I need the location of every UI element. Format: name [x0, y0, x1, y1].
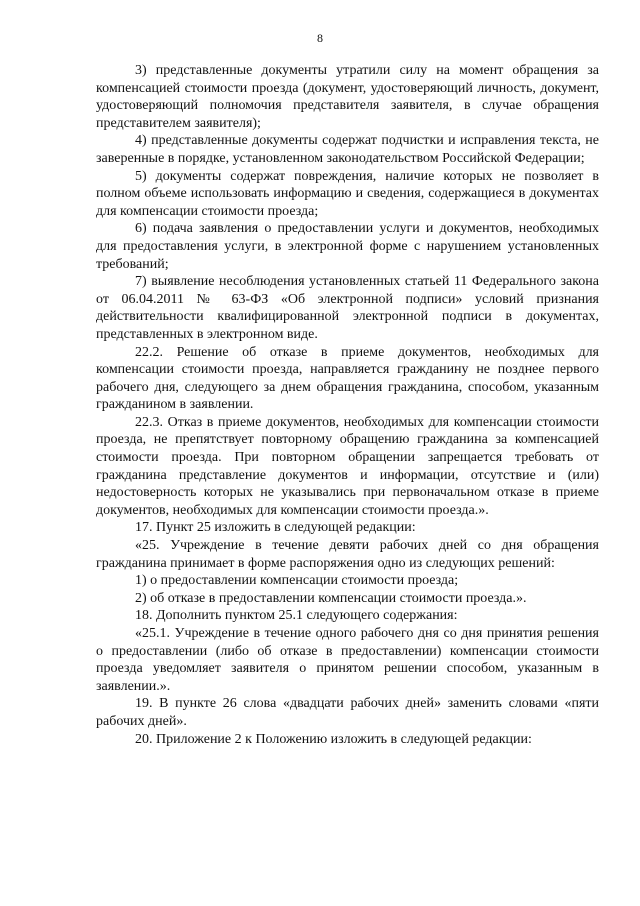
paragraph-amendment-18: 18. Дополнить пунктом 25.1 следующего содержания:	[135, 608, 458, 624]
paragraph-25-item-2: 2) об отказе в предоставлении компенсации стоимости проезда.».	[135, 590, 527, 606]
paragraph-item-5: 5) документы содержат повреждения, наличие которых не позволяет в полном объеме использовать информацию и сведения, содержащиеся в документах для компенсации стоимости проезда;	[96, 168, 599, 219]
document-body	[96, 62, 599, 748]
paragraph-25-1: «25.1. Учреждение в течение одного рабочего дня со дня принятия решения о предоставлении (либо об отказе в предоставлении) компенсации стоимости проезда уведомляет заявителя о принятом решении способом, указанным в заявлении.».	[96, 626, 599, 694]
paragraph-item-6: 6) подача заявления о предоставлении услуги и документов, необходимых для предоставления услуги, в электронной форме с нарушением установленных требований;	[96, 221, 599, 272]
paragraph-22-2: 22.2. Решение об отказе в приеме документов, необходимых для компенсации стоимости проезда, направляется гражданину не позднее первого рабочего дня, следующего за днем обращения гражданина, способом, указанным гражданином в заявлении.	[96, 344, 599, 413]
page-number: 8	[317, 31, 323, 45]
paragraph-item-3: 3) представленные документы утратили силу на момент обращения за компенсацией стоимости проезда (документ, удостоверяющий личность, документ, удостоверяющий полномочия представителя заявителя, в случае обращения представителем заявителя);	[96, 63, 599, 131]
paragraph-amendment-19: 19. В пункте 26 слова «двадцати рабочих дней» заменить словами «пяти рабочих дней».	[96, 696, 599, 729]
paragraph-22-3: 22.3. Отказ в приеме документов, необходимых для компенсации стоимости проезда, не препятствует повторному обращению гражданина за компенсацией стоимости проезда. При повторном обращении запрещается требовать от гражданина представление документов и информации, отсутствие и (или) недостоверность которых не указывались при первоначальном отказе в приеме документов, необходимых для компенсации стоимости проезда.».	[96, 414, 599, 518]
paragraph-25: «25. Учреждение в течение девяти рабочих дней со дня обращения гражданина принимает в форме распоряжения одно из следующих решений:	[96, 538, 599, 571]
paragraph-item-4: 4) представленные документы содержат подчистки и исправления текста, не заверенные в порядке, установленном законодательством Российской Федерации;	[96, 133, 599, 166]
paragraph-amendment-17: 17. Пункт 25 изложить в следующей редакции:	[135, 520, 416, 536]
paragraph-25-item-1: 1) о предоставлении компенсации стоимости проезда;	[135, 573, 459, 589]
paragraph-item-7: 7) выявление несоблюдения установленных статьей 11 Федерального закона от 06.04.2011 № 63-ФЗ «Об электронной подписи» условий признания действительности квалифицированной электронной подписи в документах, представленных в электронном виде.	[96, 274, 599, 342]
paragraph-amendment-20: 20. Приложение 2 к Положению изложить в следующей редакции:	[135, 731, 532, 747]
